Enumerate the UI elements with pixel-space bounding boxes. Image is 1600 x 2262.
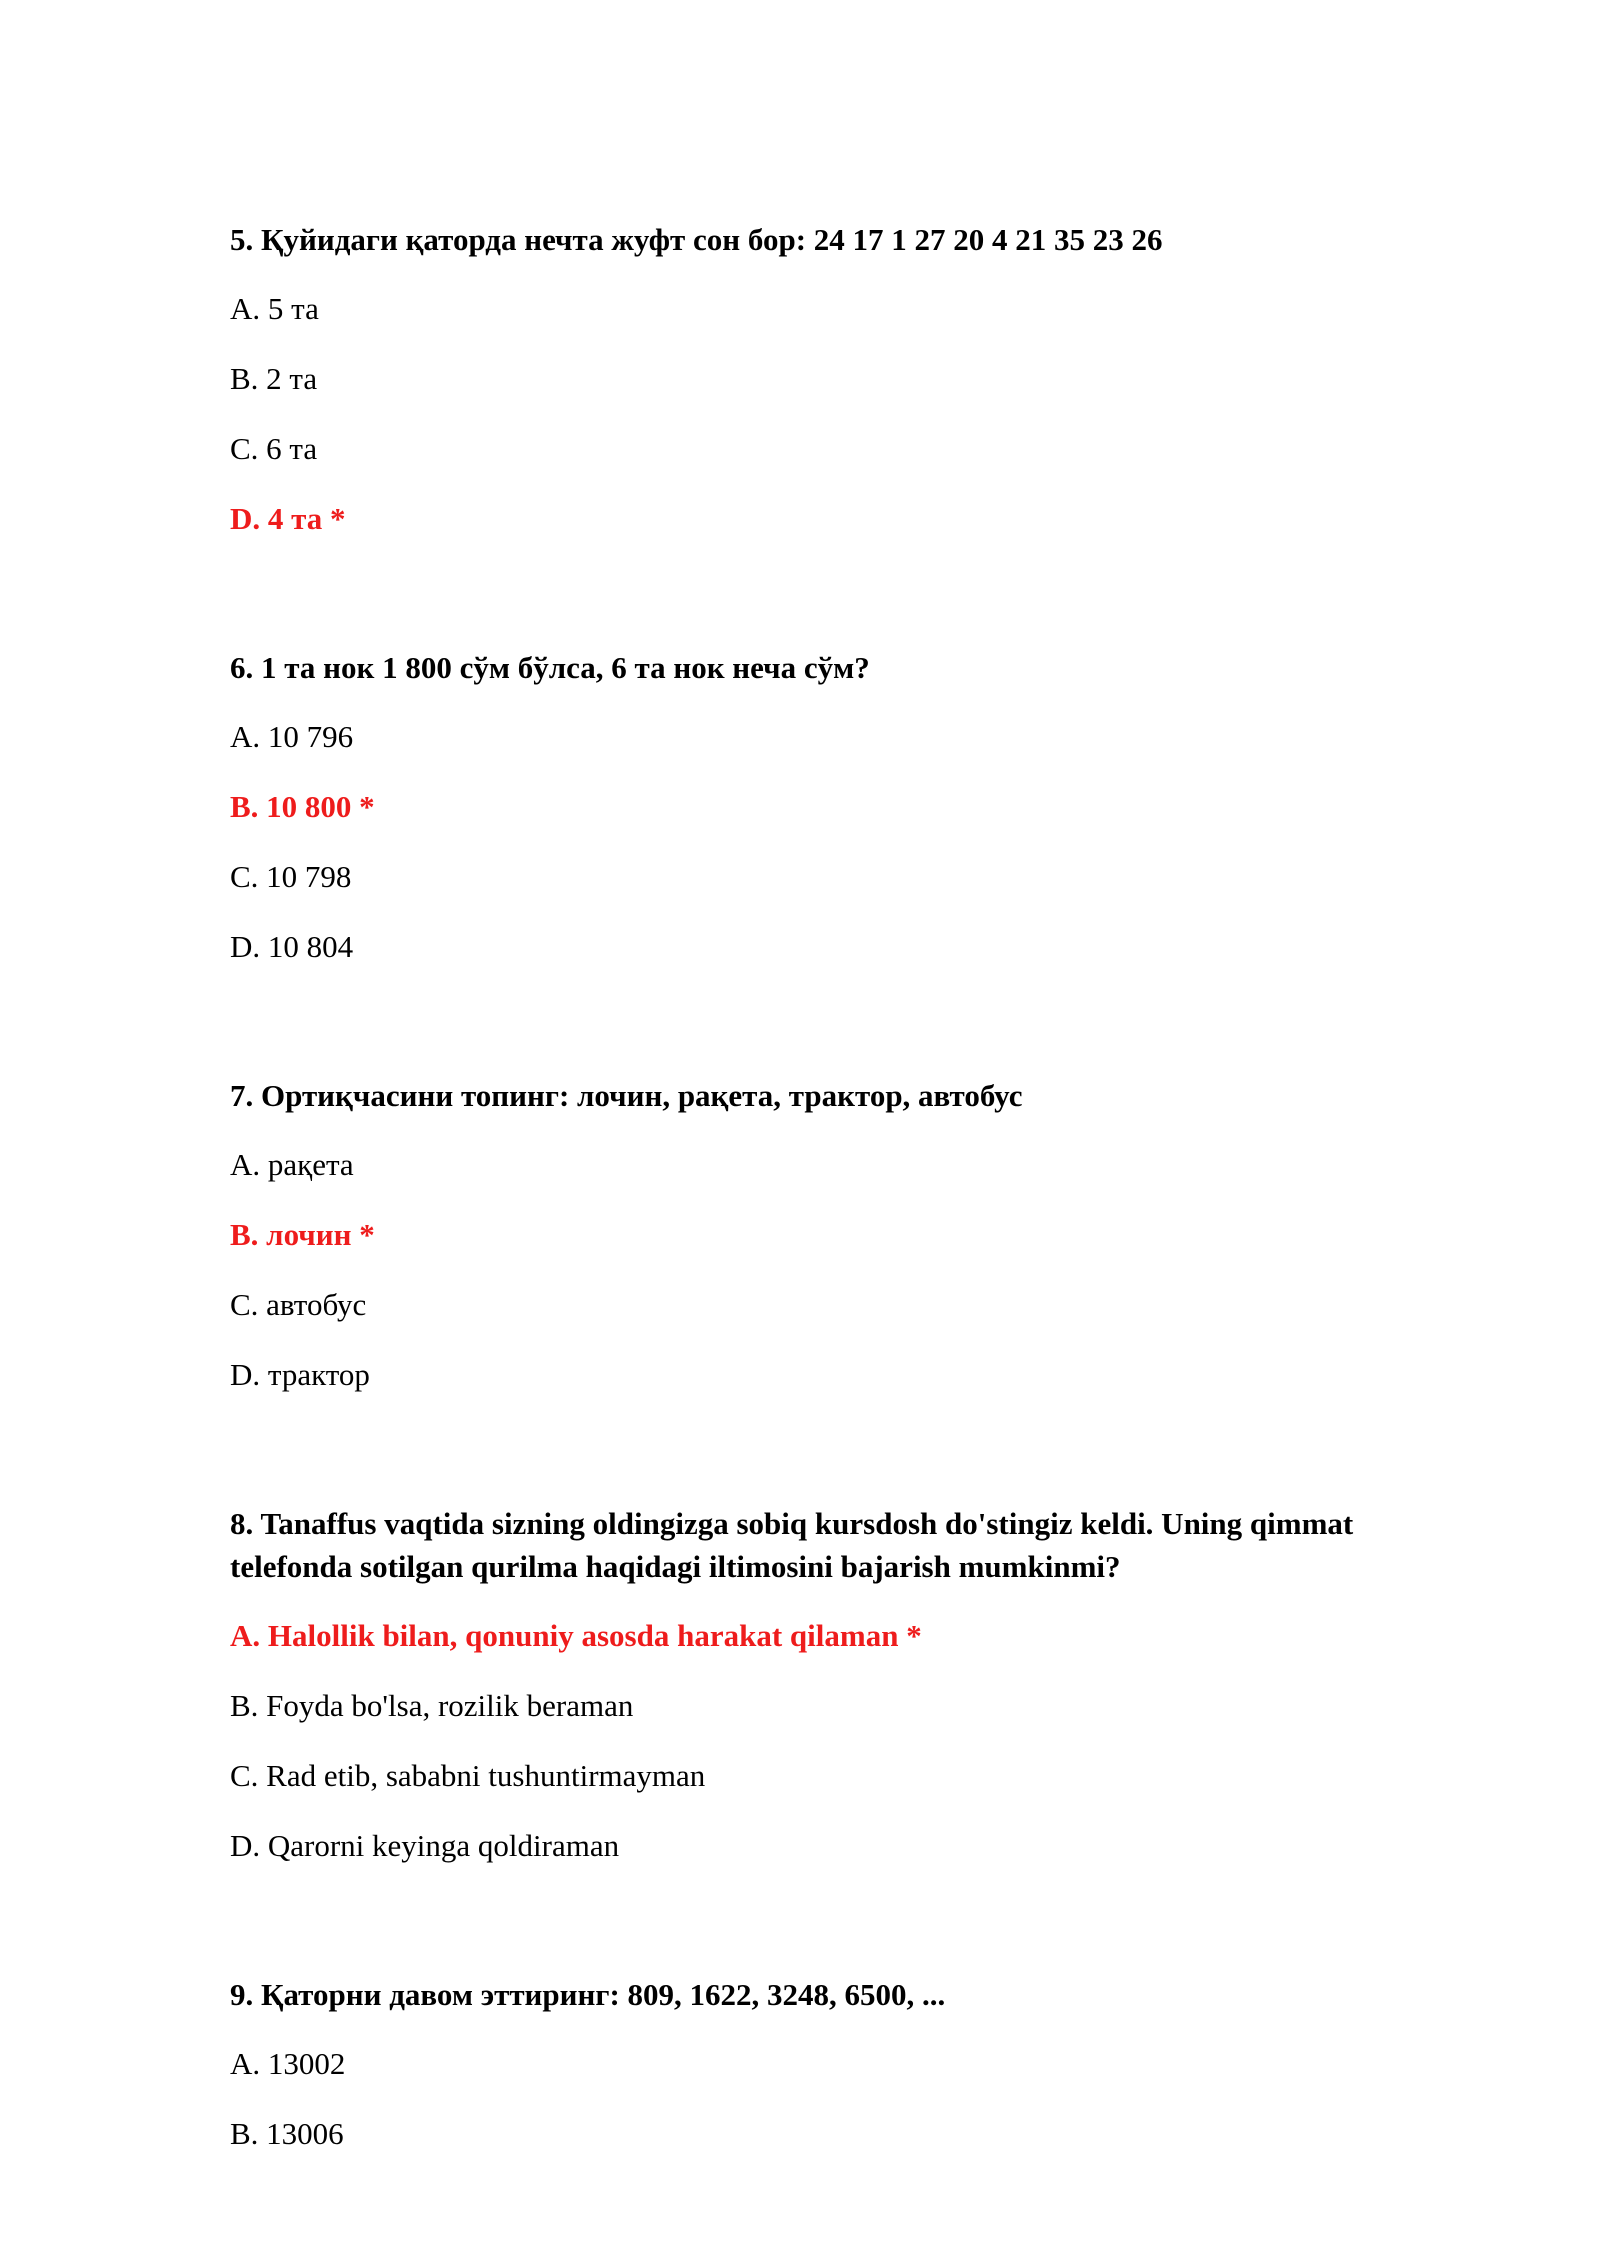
test-page <box>230 218 1410 2155</box>
option-c: C. 10 798 <box>230 859 352 894</box>
option-b: B. Foyda bo'lsa, rozilik beraman <box>230 1688 634 1723</box>
option-d: D. трактор <box>230 1357 370 1392</box>
option-a: A. 5 та <box>230 291 319 326</box>
option-c: C. 6 та <box>230 431 318 466</box>
option-b: B. 13006 <box>230 2116 344 2151</box>
option-b: B. 2 та <box>230 361 318 396</box>
option-c: C. Rad etib, sababni tushuntirmayman <box>230 1758 706 1793</box>
question-7 <box>230 1074 1410 1396</box>
option-a: A. рақета <box>230 1147 354 1182</box>
question-5 <box>230 218 1410 540</box>
question-text: 8. Tanaffus vaqtida sizning oldingizga sobiq kursdosh do'stingiz keldi. Uning qimmat telefonda sotilgan qurilma haqidagi iltimosini bajarish mumkinmi? <box>230 1506 1354 1584</box>
question-6 <box>230 646 1410 968</box>
option-d: D. 4 та * <box>230 501 346 536</box>
option-b: B. 10 800 * <box>230 789 375 824</box>
question-9 <box>230 1973 1410 2155</box>
option-d: D. Qarorni keyinga qoldiraman <box>230 1828 620 1863</box>
question-text: 6. 1 та нок 1 800 сўм бўлса, 6 та нок неча сўм? <box>230 650 870 685</box>
question-text: 7. Ортиқчасини топинг: лочин, рақета, трактор, автобус <box>230 1078 1023 1113</box>
option-a: A. Halollik bilan, qonuniy asosda harakat qilaman * <box>230 1618 922 1653</box>
option-a: A. 13002 <box>230 2046 346 2081</box>
option-d: D. 10 804 <box>230 929 354 964</box>
option-a: A. 10 796 <box>230 719 354 754</box>
option-b: B. лочин * <box>230 1217 375 1252</box>
question-text: 9. Қаторни давом эттиринг: 809, 1622, 3248, 6500, ... <box>230 1977 946 2012</box>
option-c: C. автобус <box>230 1287 367 1322</box>
question-8 <box>230 1502 1410 1867</box>
question-text: 5. Қуйидаги қаторда нечта жуфт сон бор: 24 17 1 27 20 4 21 35 23 26 <box>230 222 1163 257</box>
